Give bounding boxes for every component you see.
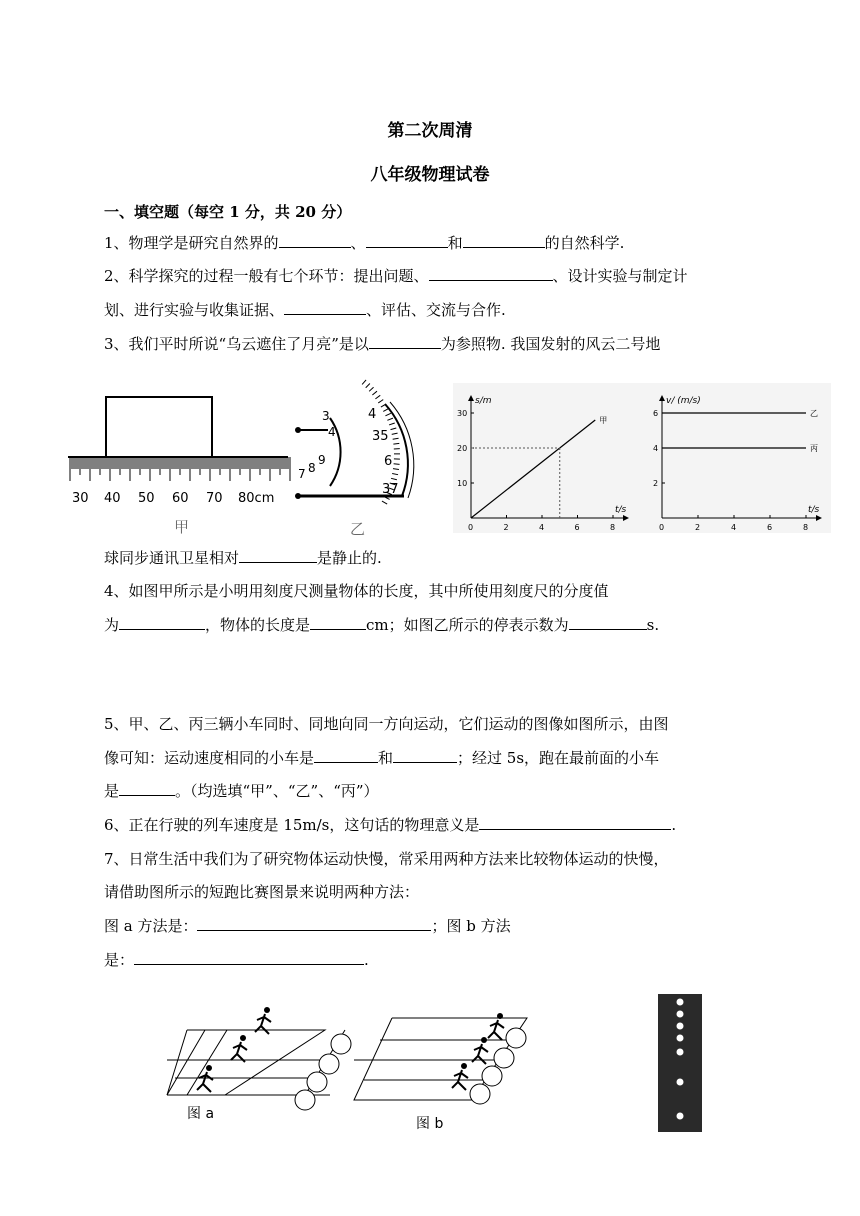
q7-text-2: ；图 b 方法 [431, 917, 511, 935]
race-figure-a [165, 1000, 365, 1135]
question-4-line-1: 4、如图甲所示是小明用刻度尺测量物体的长度，其中所使用刻度尺的分度值 [104, 582, 609, 600]
figure-b-caption: 图 b [416, 1116, 444, 1132]
x-tick-label: 4 [539, 523, 545, 532]
y-tick-label: 10 [457, 479, 468, 488]
q7-blank-1[interactable] [197, 916, 431, 931]
q5-text-2: 和 [378, 749, 394, 767]
stopwatch-caption: 乙 [350, 520, 366, 538]
ruler-label: 30 [72, 491, 89, 506]
q6-blank[interactable] [479, 815, 671, 830]
q4-text: 为 [104, 616, 120, 634]
dot [677, 1049, 684, 1056]
x-tick-label: 2 [503, 523, 509, 532]
q1-text: 1、物理学是研究自然界的 [104, 234, 279, 252]
q7-text-3: 是： [104, 951, 135, 969]
series-label: 丙 [810, 444, 818, 453]
q6-text: 6、正在行驶的列车速度是 15m/s，这句话的物理意义是 [104, 816, 480, 834]
q1-blank-1[interactable] [279, 233, 351, 248]
runner-icon [231, 1035, 247, 1062]
stopwatch-figure [290, 400, 430, 545]
series-label: 乙 [810, 409, 818, 418]
y-tick-label: 4 [653, 444, 659, 453]
outer-label: 4 [368, 407, 377, 422]
q6-tail: . [671, 816, 677, 834]
x-axis-label: t/s [808, 505, 820, 515]
q1-and: 和 [447, 234, 463, 252]
dot [677, 1011, 684, 1018]
inner-label: 3 [322, 409, 330, 423]
question-7-line-4 [104, 950, 369, 970]
q7-tail: . [364, 951, 369, 969]
s-t-chart [453, 383, 648, 533]
ruler-label: 70 [206, 491, 223, 506]
q5-blank-3[interactable] [119, 781, 175, 796]
clock-icon [470, 1028, 526, 1104]
runner-icon [488, 1013, 504, 1040]
q5-text-5: 。（均选填“甲”、“乙”、“丙”） [175, 782, 379, 800]
q2-blank-1[interactable] [429, 266, 553, 281]
x-tick-label: 0 [468, 523, 474, 532]
question-6 [104, 815, 676, 835]
outer-label: 35 [372, 429, 389, 444]
x-tick-label: 4 [731, 523, 737, 532]
q2-text: 2、科学探究的过程一般有七个环节：提出问题、 [104, 267, 429, 285]
dot [677, 1113, 684, 1120]
question-3-line-1 [104, 334, 660, 354]
inner-label: 8 [308, 461, 316, 475]
q4-text-2: ，物体的长度是 [205, 616, 311, 634]
q2-text-4: 、评估、交流与合作. [366, 301, 506, 319]
ruler-label: 40 [104, 491, 121, 506]
ruler-label: 50 [138, 491, 155, 506]
ruler-label: 80cm [238, 491, 275, 506]
q1-blank-3[interactable] [463, 233, 545, 248]
outer-label: 37 [382, 482, 399, 497]
series-label: 甲 [599, 416, 608, 425]
q3-text-3: 球同步通讯卫星相对 [104, 549, 240, 567]
x-tick-label: 8 [803, 523, 809, 532]
q4-text-3: cm；如图乙所示的停表示数为 [366, 616, 569, 634]
runner-icon [197, 1065, 213, 1092]
question-7-line-3 [104, 916, 511, 936]
q5-blank-1[interactable] [314, 748, 378, 763]
question-2-line-2 [104, 300, 506, 320]
outer-label: 6 [384, 454, 393, 469]
y-tick-label: 30 [457, 409, 468, 418]
dot [677, 1079, 684, 1086]
exam-subtitle: 八年级物理试卷 [370, 165, 490, 185]
question-5-line-3 [104, 781, 379, 801]
q1-sep: 、 [350, 234, 366, 252]
section-heading: 一、填空题（每空 1 分，共 20 分） [104, 203, 352, 221]
clock-icon [295, 1034, 351, 1110]
ruler-ticks [70, 457, 290, 481]
y-axis-label: v/ (m/s) [666, 396, 701, 406]
q7-blank-2[interactable] [134, 950, 364, 965]
figure-a-caption: 图 a [187, 1106, 215, 1122]
question-7-line-2: 请借助图所示的短跑比赛图景来说明两种方法： [104, 883, 420, 901]
x-tick-label: 8 [610, 523, 616, 532]
q1-tail: 的自然科学. [544, 234, 625, 252]
question-2-line-1 [104, 266, 688, 286]
race-figure-b [352, 1000, 542, 1135]
q3-blank-1[interactable] [369, 334, 441, 349]
q1-blank-2[interactable] [366, 233, 448, 248]
x-tick-label: 0 [659, 523, 665, 532]
question-3-line-2 [104, 548, 382, 568]
x-tick-label: 6 [574, 523, 580, 532]
question-5-line-2 [104, 748, 659, 768]
ruler-caption: 甲 [174, 518, 190, 536]
q5-text-4: 是 [104, 782, 120, 800]
q3-blank-2[interactable] [239, 548, 317, 563]
question-4-line-2 [104, 615, 659, 635]
ruler-figure [66, 392, 291, 542]
x-axis-label: t/s [615, 505, 627, 515]
x-tick-label: 6 [767, 523, 773, 532]
q2-text-2: 、设计实验与制定计 [552, 267, 688, 285]
inner-label: 7 [298, 467, 306, 481]
exam-title: 第二次周清 [387, 121, 473, 141]
question-5-line-1: 5、甲、乙、丙三辆小车同时、同地向同一方向运动，它们运动的图像如图所示，由图 [104, 715, 669, 733]
q5-blank-2[interactable] [393, 748, 457, 763]
q5-text-3: ；经过 5s，跑在最前面的小车 [457, 749, 660, 767]
v-t-chart [648, 383, 831, 533]
q4-blank-3[interactable] [569, 615, 647, 630]
y-tick-label: 20 [457, 444, 468, 453]
q3-text-2: 为参照物. 我国发射的风云二号地 [440, 335, 661, 353]
ruler-label: 60 [172, 491, 189, 506]
dot-strip-figure [658, 994, 702, 1132]
dot [677, 1035, 684, 1042]
measured-block [106, 397, 212, 457]
q2-text-3: 划、进行实验与收集证据、 [104, 301, 285, 319]
q7-text: 图 a 方法是： [104, 917, 198, 935]
q4-blank-1[interactable] [119, 615, 205, 630]
q3-text-4: 是静止的. [317, 549, 382, 567]
y-tick-label: 2 [653, 479, 659, 488]
inner-label: 9 [318, 453, 326, 467]
q2-blank-2[interactable] [284, 300, 366, 315]
x-tick-label: 2 [695, 523, 701, 532]
dot [677, 1023, 684, 1030]
q5-text: 像可知：运动速度相同的小车是 [104, 749, 315, 767]
q4-text-4: s. [646, 616, 660, 634]
question-1 [104, 233, 624, 253]
runner-icon [452, 1063, 468, 1090]
inner-label: 4 [328, 425, 336, 439]
dot [677, 999, 684, 1006]
y-axis-label: s/m [475, 396, 492, 406]
question-7-line-1: 7、日常生活中我们为了研究物体运动快慢，常采用两种方法来比较物体运动的快慢， [104, 850, 669, 868]
y-tick-label: 6 [653, 409, 659, 418]
q4-blank-2[interactable] [310, 615, 366, 630]
q3-text: 3、我们平时所说“乌云遮住了月亮”是以 [104, 335, 369, 353]
